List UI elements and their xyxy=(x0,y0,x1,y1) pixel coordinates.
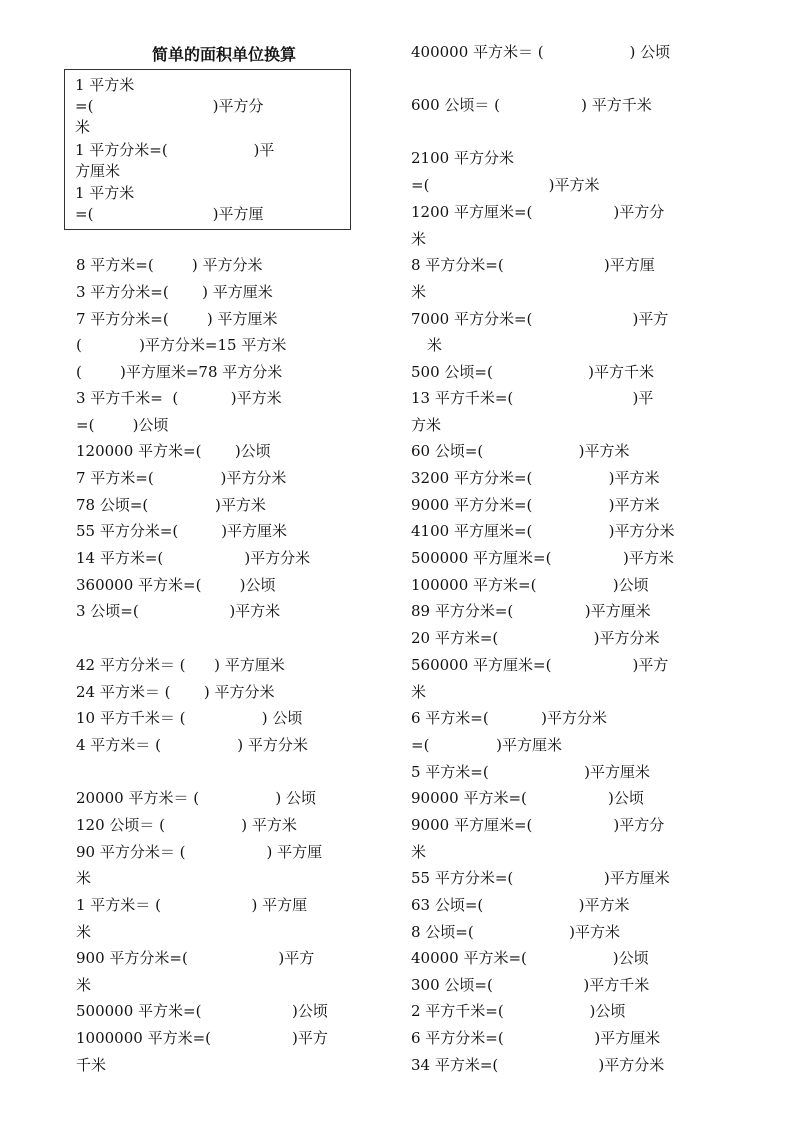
exercise-line-right: 6 平方分米=( )平方厘米 xyxy=(411,1029,661,1047)
exercise-line-right: 米 xyxy=(411,230,427,248)
exercise-line-left: 米 xyxy=(76,976,92,994)
exercise-line-right: 500 公顷=( )平方千米 xyxy=(411,363,655,381)
exercise-line-right: 9000 平方分米=( )平方米 xyxy=(411,496,660,514)
exercise-line-right: 40000 平方米=( )公顷 xyxy=(411,949,649,967)
exercise-line-right: 3200 平方分米=( )平方米 xyxy=(411,469,660,487)
reference-line: 1 平方米 xyxy=(75,76,135,94)
exercise-line-left: 90 平方分米＝ ( ) 平方厘 xyxy=(76,843,323,861)
exercise-line-right: 55 平方分米=( )平方厘米 xyxy=(411,869,670,887)
exercise-line-right: 8 平方分米=( )平方厘 xyxy=(411,256,655,274)
exercise-line-right: 2 平方千米=( )公顷 xyxy=(411,1002,626,1020)
exercise-line-right: 米 xyxy=(427,336,443,354)
exercise-line-right: 63 公顷=( )平方米 xyxy=(411,896,630,914)
exercise-line-right: 8 公顷=( )平方米 xyxy=(411,923,620,941)
reference-line: 1 平方米 xyxy=(75,184,135,202)
exercise-line-right: 89 平方分米=( )平方厘米 xyxy=(411,602,651,620)
exercise-line-right: 500000 平方厘米=( )平方米 xyxy=(411,549,674,567)
exercise-line-right: 34 平方米=( )平方分米 xyxy=(411,1056,665,1074)
exercise-line-right: 13 平方千米=( )平 xyxy=(411,389,654,407)
exercise-line-right: 米 xyxy=(411,683,427,701)
exercise-line-right: 20 平方米=( )平方分米 xyxy=(411,629,660,647)
exercise-line-left: 14 平方米=( )平方分米 xyxy=(76,549,311,567)
exercise-line-right: 6 平方米=( )平方分米 xyxy=(411,709,608,727)
exercise-line-left: 米 xyxy=(76,869,92,887)
exercise-line-left: 42 平方分米＝ ( ) 平方厘米 xyxy=(76,656,285,674)
reference-line: 1 平方分米=( )平 xyxy=(75,141,275,159)
exercise-line-left: ( )平方厘米=78 平方分米 xyxy=(76,363,283,381)
exercise-line-right: 7000 平方分米=( )平方 xyxy=(411,310,669,328)
reference-line: 米 xyxy=(75,118,91,136)
exercise-line-left: 1000000 平方米=( )平方 xyxy=(76,1029,328,1047)
exercise-line-right: 600 公顷＝ ( ) 平方千米 xyxy=(411,96,652,114)
exercise-line-left: 1 平方米＝ ( ) 平方厘 xyxy=(76,896,308,914)
exercise-line-left: 米 xyxy=(76,923,92,941)
exercise-line-left: 4 平方米＝ ( ) 平方分米 xyxy=(76,736,308,754)
exercise-line-left: 24 平方米＝ ( ) 平方分米 xyxy=(76,683,275,701)
exercise-line-left: ( )平方分米=15 平方米 xyxy=(76,336,287,354)
exercise-line-left: 7 平方分米=( ) 平方厘米 xyxy=(76,310,278,328)
exercise-line-left: 78 公顷=( )平方米 xyxy=(76,496,266,514)
exercise-line-right: =( )平方厘米 xyxy=(411,736,563,754)
exercise-line-left: =( )公顷 xyxy=(76,416,169,434)
exercise-line-left: 10 平方千米＝ ( ) 公顷 xyxy=(76,709,303,727)
exercise-line-left: 900 平方分米=( )平方 xyxy=(76,949,315,967)
exercise-line-left: 3 平方千米= ( )平方米 xyxy=(76,389,282,407)
exercise-line-right: =( )平方米 xyxy=(411,176,600,194)
exercise-line-right: 9000 平方厘米=( )平方分 xyxy=(411,816,665,834)
exercise-line-left: 千米 xyxy=(76,1056,107,1074)
exercise-line-left: 500000 平方米=( )公顷 xyxy=(76,1002,328,1020)
exercise-line-right: 4100 平方厘米=( )平方分米 xyxy=(411,522,675,540)
exercise-line-left: 3 平方分米=( ) 平方厘米 xyxy=(76,283,273,301)
exercise-line-left: 55 平方分米=( )平方厘米 xyxy=(76,522,288,540)
exercise-line-right: 米 xyxy=(411,283,427,301)
reference-line: =( )平方厘 xyxy=(75,205,264,223)
exercise-line-right: 方米 xyxy=(411,416,442,434)
exercise-line-left: 360000 平方米=( )公顷 xyxy=(76,576,276,594)
exercise-line-left: 120000 平方米=( )公顷 xyxy=(76,442,271,460)
exercise-line-left: 8 平方米=( ) 平方分米 xyxy=(76,256,263,274)
exercise-line-right: 米 xyxy=(411,843,427,861)
exercise-line-right: 2100 平方分米 xyxy=(411,149,514,167)
exercise-line-left: 7 平方米=( )平方分米 xyxy=(76,469,287,487)
exercise-line-right: 5 平方米=( )平方厘米 xyxy=(411,763,650,781)
exercise-line-right: 90000 平方米=( )公顷 xyxy=(411,789,644,807)
exercise-line-right: 300 公顷=( )平方千米 xyxy=(411,976,650,994)
exercise-line-right: 100000 平方米=( )公顷 xyxy=(411,576,649,594)
reference-line: 方厘米 xyxy=(75,162,121,180)
exercise-line-left: 3 公顷=( )平方米 xyxy=(76,602,281,620)
exercise-line-left: 20000 平方米＝ ( ) 公顷 xyxy=(76,789,317,807)
exercise-line-left: 120 公顷＝ ( ) 平方米 xyxy=(76,816,297,834)
exercise-line-right: 1200 平方厘米=( )平方分 xyxy=(411,203,665,221)
page-title: 简单的面积单位换算 xyxy=(152,45,297,64)
exercise-line-right: 400000 平方米＝ ( ) 公顷 xyxy=(411,43,671,61)
reference-line: =( )平方分 xyxy=(75,97,264,115)
exercise-line-right: 560000 平方厘米=( )平方 xyxy=(411,656,669,674)
exercise-line-right: 60 公顷=( )平方米 xyxy=(411,442,630,460)
